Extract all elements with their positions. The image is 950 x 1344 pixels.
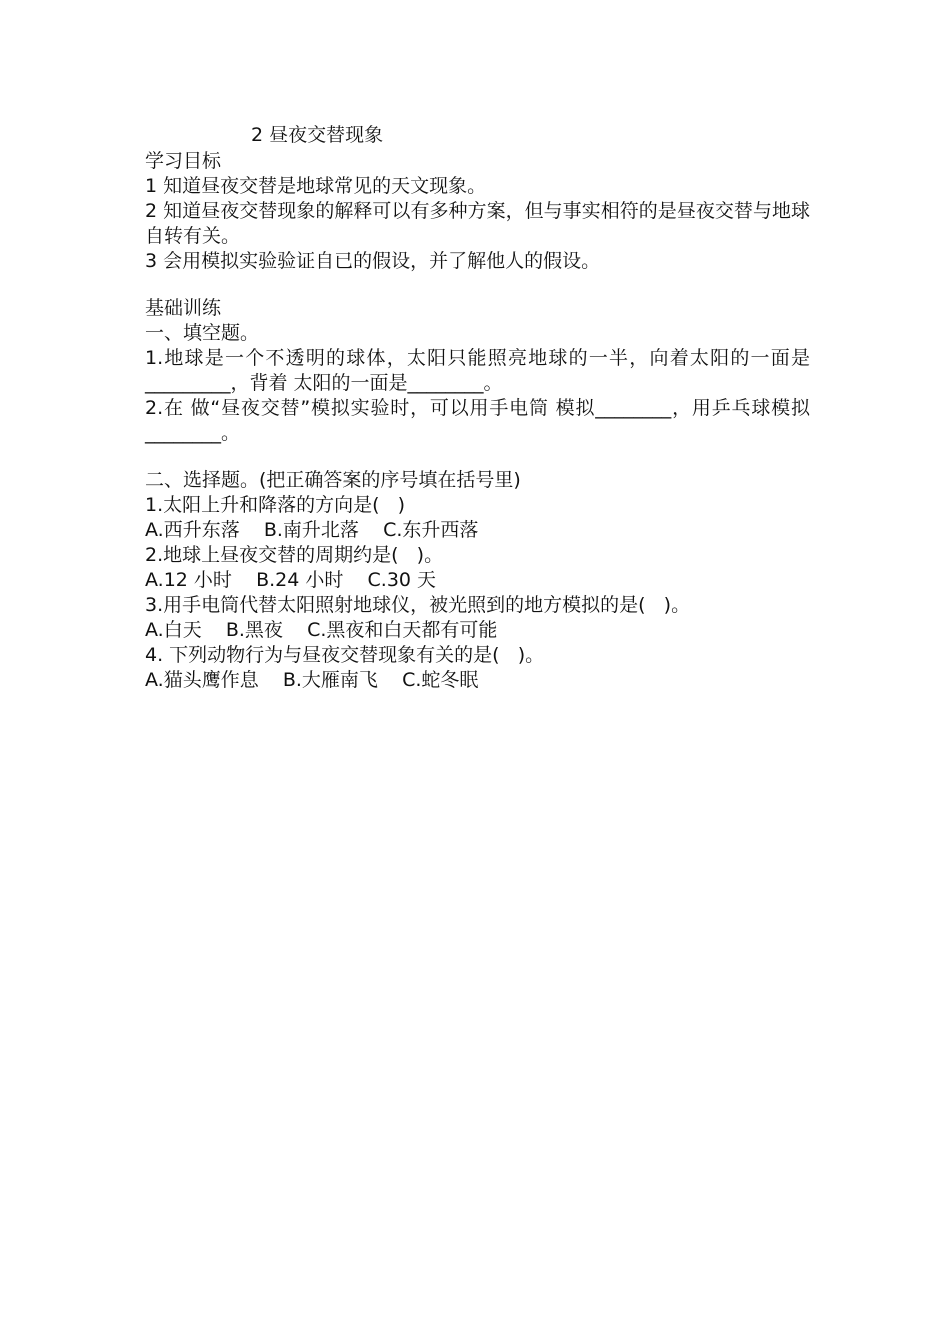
choice-question: 1.太阳上升和降落的方向是( ) — [145, 494, 406, 516]
fill-question: 2.在 做“昼夜交替”模拟实验时，可以用手电筒 模拟________，用乒乓球模拟________。 — [145, 397, 810, 444]
choice-section-heading: 二、选择题。(把正确答案的序号填在括号里) — [145, 469, 521, 491]
document-page — [145, 123, 810, 693]
page-title: 2 昼夜交替现象 — [251, 124, 384, 146]
choice-question: 3.用手电筒代替太阳照射地球仪，被光照到的地方模拟的是( )。 — [145, 594, 691, 616]
objective-item: 1 知道昼夜交替是地球常见的天文现象。 — [145, 175, 487, 197]
objective-item: 2 知道昼夜交替现象的解释可以有多种方案，但与事实相符的是昼夜交替与地球自转有关。 — [145, 200, 810, 247]
choice-options: A.12 小时 B.24 小时 C.30 天 — [145, 569, 437, 591]
choice-options: A.西升东落 B.南升北落 C.东升西落 — [145, 519, 479, 541]
training-heading: 基础训练 — [145, 297, 222, 319]
fill-section-heading: 一、填空题。 — [145, 322, 260, 344]
choice-options: A.白天 B.黑夜 C.黑夜和白天都有可能 — [145, 619, 498, 641]
spacer — [145, 274, 810, 296]
spacer — [145, 446, 810, 468]
objective-item: 3 会用模拟实验验证自已的假设，并了解他人的假设。 — [145, 250, 601, 272]
fill-question: 1.地球是一个不透明的球体，太阳只能照亮地球的一半，向着太阳的一面是_________，背着 太阳的一面是________。 — [145, 347, 810, 394]
choice-question: 4. 下列动物行为与昼夜交替现象有关的是( )。 — [145, 644, 545, 666]
choice-question: 2.地球上昼夜交替的周期约是( )。 — [145, 544, 444, 566]
choice-options: A.猫头鹰作息 B.大雁南飞 C.蛇冬眠 — [145, 669, 479, 691]
objectives-heading: 学习目标 — [145, 150, 222, 172]
